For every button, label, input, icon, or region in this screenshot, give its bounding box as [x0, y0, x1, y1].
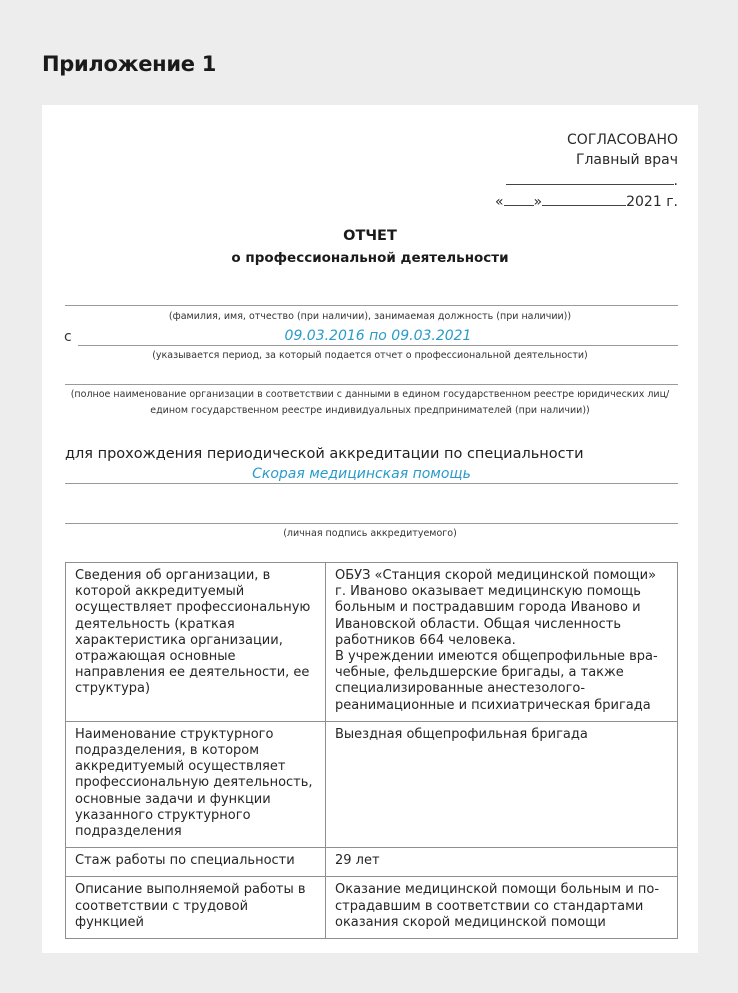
date-day-blank[interactable] — [504, 191, 534, 206]
table-row — [66, 563, 678, 722]
table-row — [66, 848, 678, 877]
specialty-value[interactable]: Скорая медицинская помощь — [252, 466, 471, 482]
name-caption: (фамилия, имя, отчество (при наличии), занимаемая должность (при наличии)) — [168, 311, 572, 322]
specialty-field-line — [65, 483, 678, 484]
name-field-line[interactable] — [65, 305, 678, 306]
organization-caption-line2: едином государственном реестре индивидуальных предпринимателей (при наличии)) — [150, 405, 590, 416]
approval-position: Главный врач — [575, 152, 678, 168]
row-value: ОБУЗ «Станция скорой медицинской помощи» г. Иваново оказывает медицинскую помощь больным и пострадавшим города Иваново и Ивановской области. Общая численность работников 664 человека. В учреждении имеются общепрофильные врачебные, фельдшерские бригады, а также специализированные анестезолого-реанимационные и психиатрическая бригада — [326, 563, 678, 722]
period-prefix: с — [64, 329, 72, 345]
approval-signature-line: . — [495, 170, 678, 191]
row-value: Выездная общепрофильная бригада — [326, 721, 678, 847]
approval-date: « » 2021 г. — [495, 191, 678, 212]
document-page — [42, 105, 698, 953]
row-label: Сведения об организации, в которой аккредитуемый осуществляет профессиональную деятельность (краткая характеристика организации, отражающая основные направления ее деятельности, ее структура) — [66, 563, 326, 722]
specialty-intro: для прохождения периодической аккредитации по специальности — [65, 446, 584, 462]
period-value[interactable]: 09.03.2016 по 09.03.2021 — [284, 328, 472, 344]
report-info-table — [65, 562, 678, 939]
table-row — [66, 877, 678, 939]
date-year: 2021 г. — [626, 194, 678, 210]
report-subtitle: о профессиональной деятельности — [231, 250, 509, 266]
row-label: Описание выполняемой работы в соответствии с трудовой функцией — [66, 877, 326, 939]
period-caption: (указывается период, за который подается отчет о профессиональной деятельности) — [152, 350, 588, 361]
row-label: Наименование структурного подразделения, в котором аккредитуемый осуществляет профессиональную деятельность, основные задачи и функции указанного структурного подразделения — [66, 721, 326, 847]
row-value: Оказание медицинской помощи больным и пострадавшим в соответствии со стандартами оказания скорой медицинской помощи — [326, 877, 678, 939]
signature-field-line[interactable] — [65, 523, 678, 524]
appendix-title: Приложение 1 — [42, 52, 217, 76]
approval-block — [495, 130, 678, 212]
organization-field-line[interactable] — [65, 384, 678, 385]
table-row — [66, 721, 678, 847]
row-value: 29 лет — [326, 848, 678, 877]
period-field-line — [78, 345, 678, 346]
row-label: Стаж работы по специальности — [66, 848, 326, 877]
date-month-blank[interactable] — [542, 191, 626, 206]
report-title: ОТЧЕТ — [343, 228, 397, 244]
approval-status: СОГЛАСОВАНО — [567, 132, 678, 148]
organization-caption-line1: (полное наименование организации в соответствии с данными в едином государственном реестре юридических лиц/ — [70, 389, 670, 400]
signature-caption: (личная подпись аккредитуемого) — [283, 528, 457, 539]
signature-blank[interactable] — [506, 170, 674, 185]
